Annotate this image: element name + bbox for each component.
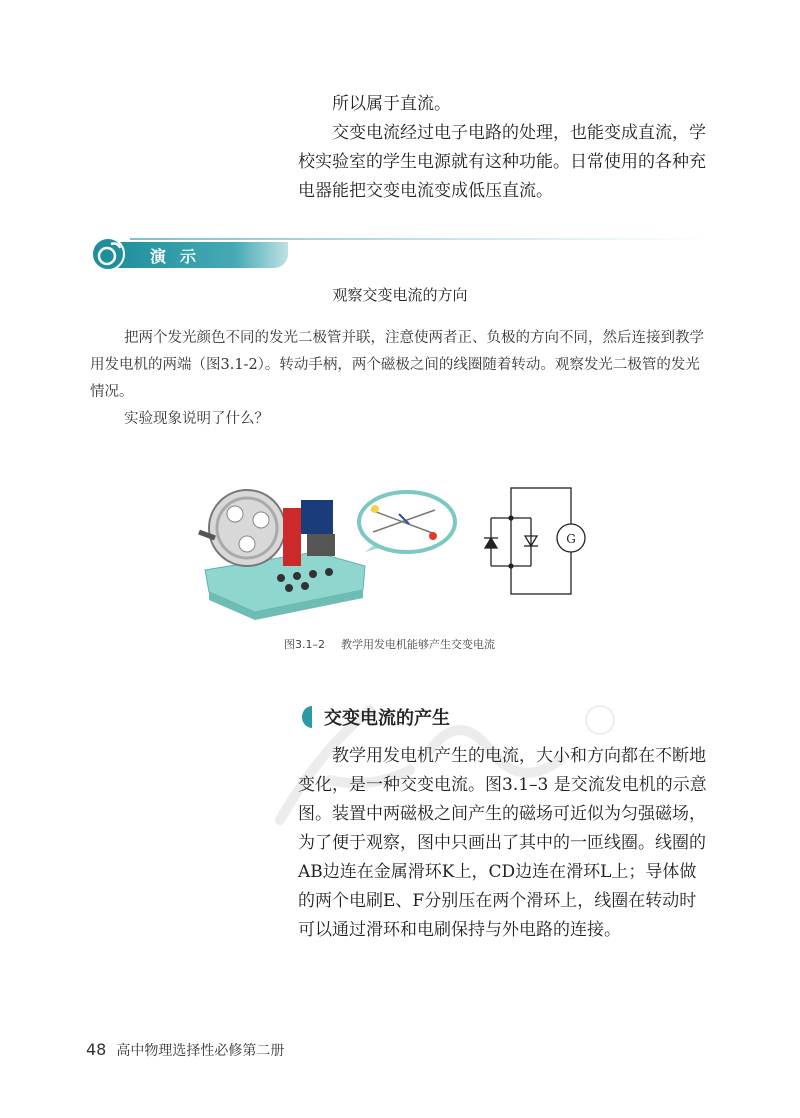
demo-section-banner bbox=[90, 236, 710, 272]
galvanometer-label: G bbox=[566, 532, 576, 546]
book-title: 高中物理选择性必修第二册 bbox=[116, 1043, 285, 1059]
paragraph-intro: 所以属于直流。 bbox=[332, 94, 451, 114]
demo-badge-icon bbox=[90, 236, 126, 272]
led-callout bbox=[359, 492, 455, 552]
section-body: 教学用发电机产生的电流，大小和方向都在不断地变化，是一种交变电流。图3.1–3 是交流发电机的示意图。装置中两磁极之间产生的磁场可近似为匀强磁场，为了便于观察，图中只画出了其中的一匝线圈。线圈的AB边连在金属滑环K上，CD边连在滑环L上；导体做的两个电刷E、F分别压在两个滑环上，线圈在转动时可以通过滑环和电刷保持与外电路的连接。 bbox=[298, 746, 707, 940]
demo-question: 实验现象说明了什么？ bbox=[124, 411, 269, 427]
page-footer bbox=[86, 1040, 284, 1060]
caption-text: 教学用发电机能够产生交变电流 bbox=[341, 638, 495, 651]
section-heading: 交变电流的产生 bbox=[324, 708, 450, 729]
paragraph-rectifier: 交变电流经过电子电路的处理，也能变成直流，学校实验室的学生电源就有这种功能。日常使用的各种充电器能把交变电流变成低压直流。 bbox=[298, 123, 706, 201]
figure-generator bbox=[195, 470, 615, 620]
demo-instructions: 把两个发光颜色不同的发光二极管并联，注意使两者正、负极的方向不同，然后连接到教学用发电机的两端（图3.1-2）。转动手柄，两个磁极之间的线圈随着转动。观察发光二极管的发光情况。 bbox=[90, 330, 704, 400]
generator-photo bbox=[199, 490, 365, 620]
demo-title: 观察交变电流的方向 bbox=[332, 286, 468, 304]
section-marker-icon bbox=[298, 706, 312, 728]
demo-tab-label: 演示 bbox=[150, 247, 211, 266]
figure-caption bbox=[284, 636, 511, 652]
caption-number: 图3.1–2 bbox=[284, 638, 325, 651]
page-number: 48 bbox=[86, 1040, 107, 1059]
